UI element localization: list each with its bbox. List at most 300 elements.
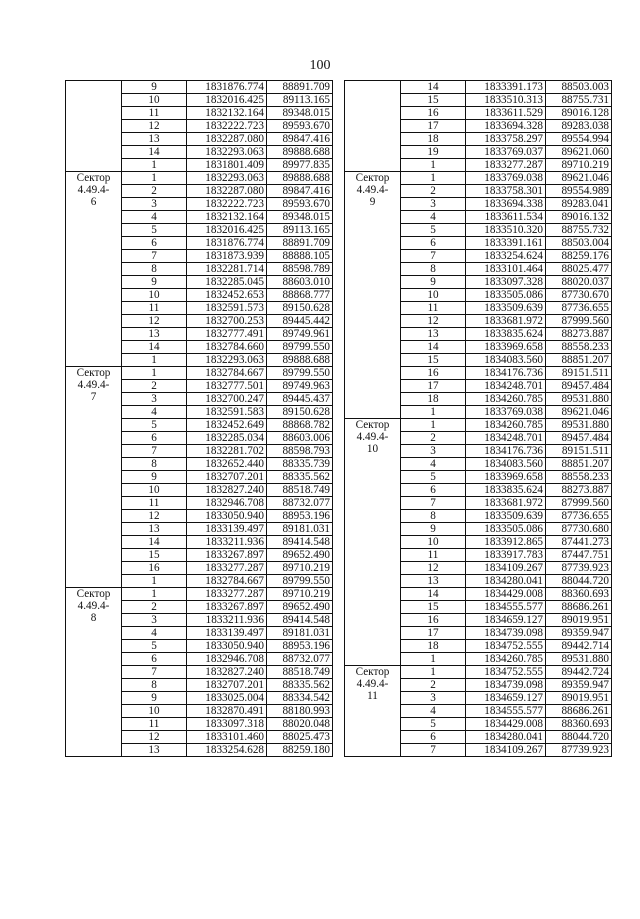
table-row <box>66 588 333 601</box>
x-coordinate: 1833025.004 <box>187 692 267 705</box>
x-coordinate: 1833969.658 <box>466 341 546 354</box>
sector-label: Сектор 4.49.4- 9 <box>345 172 401 419</box>
y-coordinate: 88335.739 <box>267 458 333 471</box>
x-coordinate: 1832784.667 <box>187 367 267 380</box>
point-number: 6 <box>122 237 187 250</box>
x-coordinate: 1833917.783 <box>466 549 546 562</box>
point-number: 12 <box>401 315 466 328</box>
y-coordinate: 89359.947 <box>546 679 612 692</box>
point-number: 15 <box>401 94 466 107</box>
point-number: 11 <box>401 302 466 315</box>
y-coordinate: 89621.046 <box>546 172 612 185</box>
sector-label <box>345 81 401 172</box>
x-coordinate: 1832132.164 <box>187 211 267 224</box>
x-coordinate: 1833267.897 <box>187 601 267 614</box>
y-coordinate: 88891.709 <box>267 237 333 250</box>
y-coordinate: 89457.484 <box>546 432 612 445</box>
y-coordinate: 88953.196 <box>267 640 333 653</box>
point-number: 9 <box>122 81 187 94</box>
point-number: 11 <box>122 497 187 510</box>
y-coordinate: 89799.550 <box>267 367 333 380</box>
x-coordinate: 1834739.098 <box>466 627 546 640</box>
x-coordinate: 1831876.774 <box>187 237 267 250</box>
point-number: 2 <box>401 185 466 198</box>
x-coordinate: 1834248.701 <box>466 380 546 393</box>
x-coordinate: 1832281.702 <box>187 445 267 458</box>
sector-label <box>66 81 122 172</box>
x-coordinate: 1833912.865 <box>466 536 546 549</box>
x-coordinate: 1833758.297 <box>466 133 546 146</box>
y-coordinate: 89113.165 <box>267 94 333 107</box>
point-number: 4 <box>401 705 466 718</box>
sector-label: Сектор 4.49.4- 10 <box>345 419 401 666</box>
point-number: 1 <box>122 588 187 601</box>
point-number: 1 <box>122 367 187 380</box>
point-number: 13 <box>122 328 187 341</box>
x-coordinate: 1833681.972 <box>466 497 546 510</box>
x-coordinate: 1833391.173 <box>466 81 546 94</box>
point-number: 1 <box>122 159 187 172</box>
x-coordinate: 1833267.897 <box>187 549 267 562</box>
y-coordinate: 87736.655 <box>546 302 612 315</box>
x-coordinate: 1833139.497 <box>187 627 267 640</box>
point-number: 6 <box>122 432 187 445</box>
y-coordinate: 89457.484 <box>546 380 612 393</box>
point-number: 12 <box>401 562 466 575</box>
x-coordinate: 1834280.041 <box>466 731 546 744</box>
x-coordinate: 1832285.045 <box>187 276 267 289</box>
point-number: 17 <box>401 120 466 133</box>
point-number: 13 <box>122 744 187 757</box>
y-coordinate: 89554.989 <box>546 185 612 198</box>
table-row <box>345 81 612 94</box>
point-number: 8 <box>122 458 187 471</box>
y-coordinate: 89016.128 <box>546 107 612 120</box>
y-coordinate: 89445.442 <box>267 315 333 328</box>
x-coordinate: 1832222.723 <box>187 198 267 211</box>
y-coordinate: 89348.015 <box>267 211 333 224</box>
point-number: 5 <box>122 419 187 432</box>
y-coordinate: 88020.048 <box>267 718 333 731</box>
y-coordinate: 87730.670 <box>546 289 612 302</box>
y-coordinate: 89531.880 <box>546 393 612 406</box>
point-number: 8 <box>401 263 466 276</box>
point-number: 9 <box>122 692 187 705</box>
x-coordinate: 1832707.201 <box>187 679 267 692</box>
x-coordinate: 1833835.624 <box>466 328 546 341</box>
x-coordinate: 1832287.080 <box>187 185 267 198</box>
point-number: 7 <box>122 666 187 679</box>
x-coordinate: 1832946.708 <box>187 653 267 666</box>
y-coordinate: 87999.560 <box>546 315 612 328</box>
x-coordinate: 1833769.038 <box>466 172 546 185</box>
x-coordinate: 1833391.161 <box>466 237 546 250</box>
y-coordinate: 89749.963 <box>267 380 333 393</box>
point-number: 13 <box>401 328 466 341</box>
y-coordinate: 87447.751 <box>546 549 612 562</box>
x-coordinate: 1834248.701 <box>466 432 546 445</box>
x-coordinate: 1833611.534 <box>466 211 546 224</box>
x-coordinate: 1834555.577 <box>466 601 546 614</box>
y-coordinate: 89151.511 <box>546 445 612 458</box>
x-coordinate: 1833050.940 <box>187 640 267 653</box>
point-number: 6 <box>401 237 466 250</box>
y-coordinate: 89710.219 <box>546 159 612 172</box>
point-number: 17 <box>401 380 466 393</box>
x-coordinate: 1833277.287 <box>466 159 546 172</box>
y-coordinate: 88953.196 <box>267 510 333 523</box>
y-coordinate: 89414.548 <box>267 536 333 549</box>
point-number: 5 <box>122 224 187 237</box>
x-coordinate: 1833211.936 <box>187 614 267 627</box>
point-number: 3 <box>122 393 187 406</box>
y-coordinate: 88868.782 <box>267 419 333 432</box>
point-number: 2 <box>122 380 187 393</box>
table-row <box>345 419 612 432</box>
y-coordinate: 89181.031 <box>267 523 333 536</box>
point-number: 12 <box>122 315 187 328</box>
point-number: 16 <box>401 107 466 120</box>
point-number: 1 <box>401 419 466 432</box>
point-number: 15 <box>401 354 466 367</box>
x-coordinate: 1832652.440 <box>187 458 267 471</box>
x-coordinate: 1832287.080 <box>187 133 267 146</box>
x-coordinate: 1832293.063 <box>187 354 267 367</box>
y-coordinate: 89442.724 <box>546 666 612 679</box>
point-number: 1 <box>401 159 466 172</box>
point-number: 12 <box>122 731 187 744</box>
y-coordinate: 88020.037 <box>546 276 612 289</box>
y-coordinate: 89442.714 <box>546 640 612 653</box>
y-coordinate: 88025.477 <box>546 263 612 276</box>
y-coordinate: 89283.041 <box>546 198 612 211</box>
point-number: 5 <box>401 471 466 484</box>
y-coordinate: 88851.207 <box>546 458 612 471</box>
point-number: 11 <box>122 718 187 731</box>
table-row <box>66 81 333 94</box>
x-coordinate: 1833510.313 <box>466 94 546 107</box>
y-coordinate: 88360.693 <box>546 718 612 731</box>
point-number: 18 <box>401 393 466 406</box>
x-coordinate: 1833758.301 <box>466 185 546 198</box>
x-coordinate: 1834659.127 <box>466 692 546 705</box>
y-coordinate: 89019.951 <box>546 692 612 705</box>
point-number: 4 <box>401 458 466 471</box>
x-coordinate: 1832452.649 <box>187 419 267 432</box>
y-coordinate: 89150.628 <box>267 406 333 419</box>
y-coordinate: 89888.688 <box>267 146 333 159</box>
point-number: 13 <box>122 523 187 536</box>
y-coordinate: 88259.176 <box>546 250 612 263</box>
y-coordinate: 89445.437 <box>267 393 333 406</box>
y-coordinate: 89150.628 <box>267 302 333 315</box>
x-coordinate: 1833101.460 <box>187 731 267 744</box>
point-number: 8 <box>122 679 187 692</box>
x-coordinate: 1833769.037 <box>466 146 546 159</box>
x-coordinate: 1834109.267 <box>466 562 546 575</box>
point-number: 17 <box>401 627 466 640</box>
point-number: 3 <box>122 198 187 211</box>
x-coordinate: 1834176.736 <box>466 367 546 380</box>
x-coordinate: 1834083.560 <box>466 458 546 471</box>
y-coordinate: 88732.077 <box>267 653 333 666</box>
x-coordinate: 1834083.560 <box>466 354 546 367</box>
table-row <box>66 367 333 380</box>
y-coordinate: 89359.947 <box>546 627 612 640</box>
x-coordinate: 1833254.628 <box>187 744 267 757</box>
y-coordinate: 88868.777 <box>267 289 333 302</box>
y-coordinate: 88360.693 <box>546 588 612 601</box>
x-coordinate: 1832222.723 <box>187 120 267 133</box>
point-number: 14 <box>122 536 187 549</box>
y-coordinate: 88888.105 <box>267 250 333 263</box>
point-number: 16 <box>401 614 466 627</box>
y-coordinate: 88686.261 <box>546 601 612 614</box>
x-coordinate: 1833509.639 <box>466 510 546 523</box>
right-coordinates-table <box>344 80 612 757</box>
y-coordinate: 88335.562 <box>267 679 333 692</box>
y-coordinate: 89888.688 <box>267 354 333 367</box>
point-number: 18 <box>401 640 466 653</box>
x-coordinate: 1833211.936 <box>187 536 267 549</box>
point-number: 9 <box>122 471 187 484</box>
x-coordinate: 1833611.529 <box>466 107 546 120</box>
sector-label: Сектор 4.49.4- 7 <box>66 367 122 588</box>
point-number: 15 <box>122 549 187 562</box>
x-coordinate: 1832016.425 <box>187 224 267 237</box>
x-coordinate: 1831876.774 <box>187 81 267 94</box>
x-coordinate: 1834429.008 <box>466 588 546 601</box>
point-number: 3 <box>401 198 466 211</box>
x-coordinate: 1833694.328 <box>466 120 546 133</box>
y-coordinate: 89847.416 <box>267 185 333 198</box>
x-coordinate: 1834739.098 <box>466 679 546 692</box>
x-coordinate: 1834176.736 <box>466 445 546 458</box>
y-coordinate: 89283.038 <box>546 120 612 133</box>
x-coordinate: 1832870.491 <box>187 705 267 718</box>
x-coordinate: 1831873.939 <box>187 250 267 263</box>
y-coordinate: 88180.993 <box>267 705 333 718</box>
x-coordinate: 1834260.785 <box>466 393 546 406</box>
table-row <box>345 666 612 679</box>
x-coordinate: 1832016.425 <box>187 94 267 107</box>
y-coordinate: 88273.887 <box>546 328 612 341</box>
x-coordinate: 1834555.577 <box>466 705 546 718</box>
point-number: 10 <box>401 536 466 549</box>
point-number: 3 <box>401 445 466 458</box>
x-coordinate: 1832777.491 <box>187 328 267 341</box>
x-coordinate: 1833097.328 <box>466 276 546 289</box>
point-number: 14 <box>401 341 466 354</box>
y-coordinate: 89621.060 <box>546 146 612 159</box>
point-number: 11 <box>401 549 466 562</box>
point-number: 1 <box>122 575 187 588</box>
y-coordinate: 88558.233 <box>546 341 612 354</box>
point-number: 6 <box>401 484 466 497</box>
y-coordinate: 89151.511 <box>546 367 612 380</box>
y-coordinate: 88558.233 <box>546 471 612 484</box>
x-coordinate: 1834280.041 <box>466 575 546 588</box>
x-coordinate: 1833509.639 <box>466 302 546 315</box>
point-number: 7 <box>122 250 187 263</box>
y-coordinate: 87736.655 <box>546 510 612 523</box>
x-coordinate: 1834752.555 <box>466 666 546 679</box>
y-coordinate: 89799.550 <box>267 341 333 354</box>
x-coordinate: 1833505.086 <box>466 289 546 302</box>
y-coordinate: 88518.749 <box>267 666 333 679</box>
x-coordinate: 1832452.653 <box>187 289 267 302</box>
x-coordinate: 1833769.038 <box>466 406 546 419</box>
point-number: 3 <box>401 692 466 705</box>
y-coordinate: 89113.165 <box>267 224 333 237</box>
x-coordinate: 1832827.240 <box>187 484 267 497</box>
y-coordinate: 88603.006 <box>267 432 333 445</box>
point-number: 1 <box>122 172 187 185</box>
point-number: 2 <box>401 679 466 692</box>
x-coordinate: 1832591.573 <box>187 302 267 315</box>
x-coordinate: 1832700.247 <box>187 393 267 406</box>
x-coordinate: 1832946.708 <box>187 497 267 510</box>
x-coordinate: 1834429.008 <box>466 718 546 731</box>
y-coordinate: 89181.031 <box>267 627 333 640</box>
point-number: 19 <box>401 146 466 159</box>
point-number: 11 <box>122 107 187 120</box>
point-number: 10 <box>401 289 466 302</box>
x-coordinate: 1834260.785 <box>466 653 546 666</box>
y-coordinate: 89531.880 <box>546 653 612 666</box>
y-coordinate: 88598.789 <box>267 263 333 276</box>
y-coordinate: 88598.793 <box>267 445 333 458</box>
x-coordinate: 1832293.063 <box>187 146 267 159</box>
sector-label: Сектор 4.49.4- 11 <box>345 666 401 757</box>
point-number: 15 <box>401 601 466 614</box>
y-coordinate: 89652.490 <box>267 601 333 614</box>
y-coordinate: 88334.542 <box>267 692 333 705</box>
x-coordinate: 1832827.240 <box>187 666 267 679</box>
y-coordinate: 88755.731 <box>546 94 612 107</box>
point-number: 4 <box>122 627 187 640</box>
point-number: 10 <box>122 484 187 497</box>
x-coordinate: 1833139.497 <box>187 523 267 536</box>
point-number: 7 <box>401 744 466 757</box>
y-coordinate: 89348.015 <box>267 107 333 120</box>
table-row <box>345 172 612 185</box>
y-coordinate: 88503.003 <box>546 81 612 94</box>
y-coordinate: 88025.473 <box>267 731 333 744</box>
point-number: 14 <box>122 341 187 354</box>
y-coordinate: 87739.923 <box>546 744 612 757</box>
page-number: 100 <box>309 58 331 73</box>
point-number: 1 <box>401 406 466 419</box>
y-coordinate: 88686.261 <box>546 705 612 718</box>
point-number: 7 <box>122 445 187 458</box>
x-coordinate: 1833101.464 <box>466 263 546 276</box>
point-number: 4 <box>122 406 187 419</box>
point-number: 8 <box>122 263 187 276</box>
x-coordinate: 1833277.287 <box>187 562 267 575</box>
x-coordinate: 1833510.320 <box>466 224 546 237</box>
point-number: 12 <box>122 120 187 133</box>
x-coordinate: 1833505.086 <box>466 523 546 536</box>
x-coordinate: 1833097.318 <box>187 718 267 731</box>
point-number: 5 <box>401 224 466 237</box>
y-coordinate: 87441.273 <box>546 536 612 549</box>
point-number: 6 <box>122 653 187 666</box>
point-number: 16 <box>401 367 466 380</box>
x-coordinate: 1833835.624 <box>466 484 546 497</box>
point-number: 2 <box>122 601 187 614</box>
point-number: 2 <box>401 432 466 445</box>
x-coordinate: 1833694.338 <box>466 198 546 211</box>
point-number: 9 <box>401 276 466 289</box>
y-coordinate: 88503.004 <box>546 237 612 250</box>
table-row <box>66 172 333 185</box>
point-number: 4 <box>401 211 466 224</box>
y-coordinate: 88732.077 <box>267 497 333 510</box>
x-coordinate: 1832784.660 <box>187 341 267 354</box>
point-number: 7 <box>401 497 466 510</box>
y-coordinate: 89531.880 <box>546 419 612 432</box>
y-coordinate: 87999.560 <box>546 497 612 510</box>
y-coordinate: 89977.835 <box>267 159 333 172</box>
y-coordinate: 89593.670 <box>267 198 333 211</box>
y-coordinate: 89847.416 <box>267 133 333 146</box>
y-coordinate: 89554.994 <box>546 133 612 146</box>
y-coordinate: 88044.720 <box>546 575 612 588</box>
point-number: 1 <box>401 653 466 666</box>
y-coordinate: 89710.219 <box>267 562 333 575</box>
x-coordinate: 1833254.624 <box>466 250 546 263</box>
point-number: 12 <box>122 510 187 523</box>
y-coordinate: 89652.490 <box>267 549 333 562</box>
point-number: 13 <box>122 133 187 146</box>
y-coordinate: 89888.688 <box>267 172 333 185</box>
point-number: 3 <box>122 614 187 627</box>
point-number: 10 <box>122 705 187 718</box>
point-number: 4 <box>122 211 187 224</box>
y-coordinate: 88518.749 <box>267 484 333 497</box>
x-coordinate: 1832777.501 <box>187 380 267 393</box>
point-number: 8 <box>401 510 466 523</box>
x-coordinate: 1832784.667 <box>187 575 267 588</box>
x-coordinate: 1832285.034 <box>187 432 267 445</box>
y-coordinate: 87739.923 <box>546 562 612 575</box>
x-coordinate: 1833681.972 <box>466 315 546 328</box>
y-coordinate: 88755.732 <box>546 224 612 237</box>
point-number: 1 <box>122 354 187 367</box>
y-coordinate: 88891.709 <box>267 81 333 94</box>
y-coordinate: 89621.046 <box>546 406 612 419</box>
x-coordinate: 1832293.063 <box>187 172 267 185</box>
point-number: 5 <box>122 640 187 653</box>
y-coordinate: 88044.720 <box>546 731 612 744</box>
y-coordinate: 88603.010 <box>267 276 333 289</box>
point-number: 9 <box>122 276 187 289</box>
x-coordinate: 1831801.409 <box>187 159 267 172</box>
point-number: 9 <box>401 523 466 536</box>
point-number: 7 <box>401 250 466 263</box>
point-number: 11 <box>122 302 187 315</box>
point-number: 1 <box>401 172 466 185</box>
sector-label: Сектор 4.49.4- 8 <box>66 588 122 757</box>
x-coordinate: 1832132.164 <box>187 107 267 120</box>
y-coordinate: 89019.951 <box>546 614 612 627</box>
y-coordinate: 89414.548 <box>267 614 333 627</box>
x-coordinate: 1834752.555 <box>466 640 546 653</box>
y-coordinate: 88851.207 <box>546 354 612 367</box>
x-coordinate: 1834260.785 <box>466 419 546 432</box>
y-coordinate: 89799.550 <box>267 575 333 588</box>
